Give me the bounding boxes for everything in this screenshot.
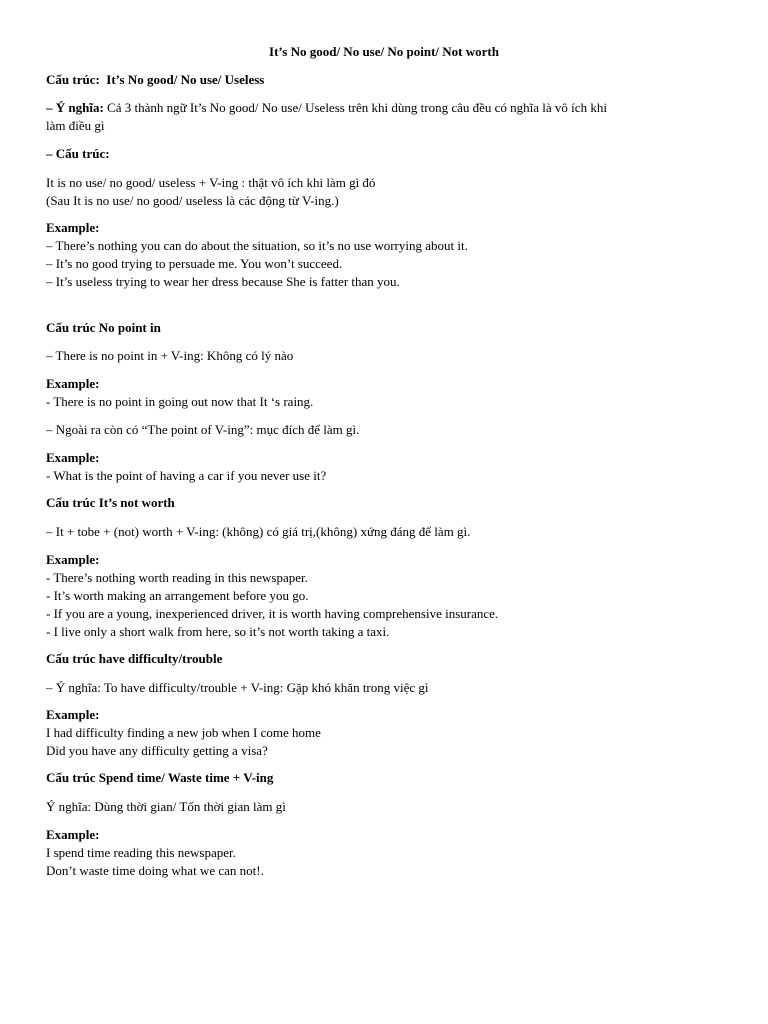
structure-line: Ý nghĩa: Dùng thời gian/ Tốn thời gian làm gì	[46, 799, 286, 814]
section-heading-no-point: Cấu trúc No point in	[46, 320, 161, 335]
example-label: Example:	[46, 450, 100, 465]
example-label: Example:	[46, 376, 100, 391]
example-line: - It’s worth making an arrangement before you go.	[46, 588, 309, 603]
structure-line: – Ý nghĩa: To have difficulty/trouble + V-ing: Gặp khó khăn trong việc gì	[46, 680, 429, 695]
section-heading-no-use: Cấu trúc: It’s No good/ No use/ Useless	[46, 72, 265, 87]
structure-line: It is no use/ no good/ useless + V-ing : thật vô ích khi làm gì đó	[46, 175, 376, 190]
example-line: - What is the point of having a car if you never use it?	[46, 468, 327, 483]
example-line: – There’s nothing you can do about the situation, so it’s no use worrying about it.	[46, 238, 468, 253]
extra-note: – Ngoài ra còn có “The point of V-ing”: mục đích để làm gì.	[46, 422, 360, 437]
meaning-text: Cả 3 thành ngữ It’s No good/ No use/ Useless trên khi dùng trong câu đều có nghĩa là vô ích khi	[103, 100, 607, 115]
example-line: – It’s no good trying to persuade me. You won’t succeed.	[46, 256, 343, 271]
meaning-text-continued: làm điều gì	[46, 118, 105, 133]
structure-line: – There is no point in + V-ing: Không có lý nào	[46, 348, 294, 363]
example-label: Example:	[46, 827, 100, 842]
example-label: Example:	[46, 707, 100, 722]
document-title: It’s No good/ No use/ No point/ Not worth	[269, 44, 499, 59]
meaning-paragraph	[46, 99, 746, 117]
structure-note: (Sau It is no use/ no good/ useless là các động từ V-ing.)	[46, 193, 339, 208]
example-line: - There is no point in going out now that It ‘s raing.	[46, 394, 314, 409]
example-line: - There’s nothing worth reading in this newspaper.	[46, 570, 308, 585]
section-heading-not-worth: Cấu trúc It’s not worth	[46, 495, 175, 510]
meaning-label: – Ý nghĩa:	[46, 100, 104, 115]
example-line: I had difficulty finding a new job when I come home	[46, 725, 321, 740]
structure-line: – It + tobe + (not) worth + V-ing: (không) có giá trị,(không) xứng đáng để làm gì.	[46, 524, 471, 539]
example-line: - I live only a short walk from here, so it’s not worth taking a taxi.	[46, 624, 390, 639]
section-heading-difficulty: Cấu trúc have difficulty/trouble	[46, 651, 223, 666]
example-line: - If you are a young, inexperienced driver, it is worth having comprehensive insurance.	[46, 606, 499, 621]
structure-label: – Cấu trúc:	[46, 146, 110, 161]
example-line: Did you have any difficulty getting a visa?	[46, 743, 268, 758]
example-line: – It’s useless trying to wear her dress because She is fatter than you.	[46, 274, 400, 289]
section-heading-spend-time: Cấu trúc Spend time/ Waste time + V-ing	[46, 770, 274, 785]
example-line: I spend time reading this newspaper.	[46, 845, 236, 860]
example-line: Don’t waste time doing what we can not!.	[46, 863, 264, 878]
example-label: Example:	[46, 552, 100, 567]
example-label: Example:	[46, 220, 100, 235]
